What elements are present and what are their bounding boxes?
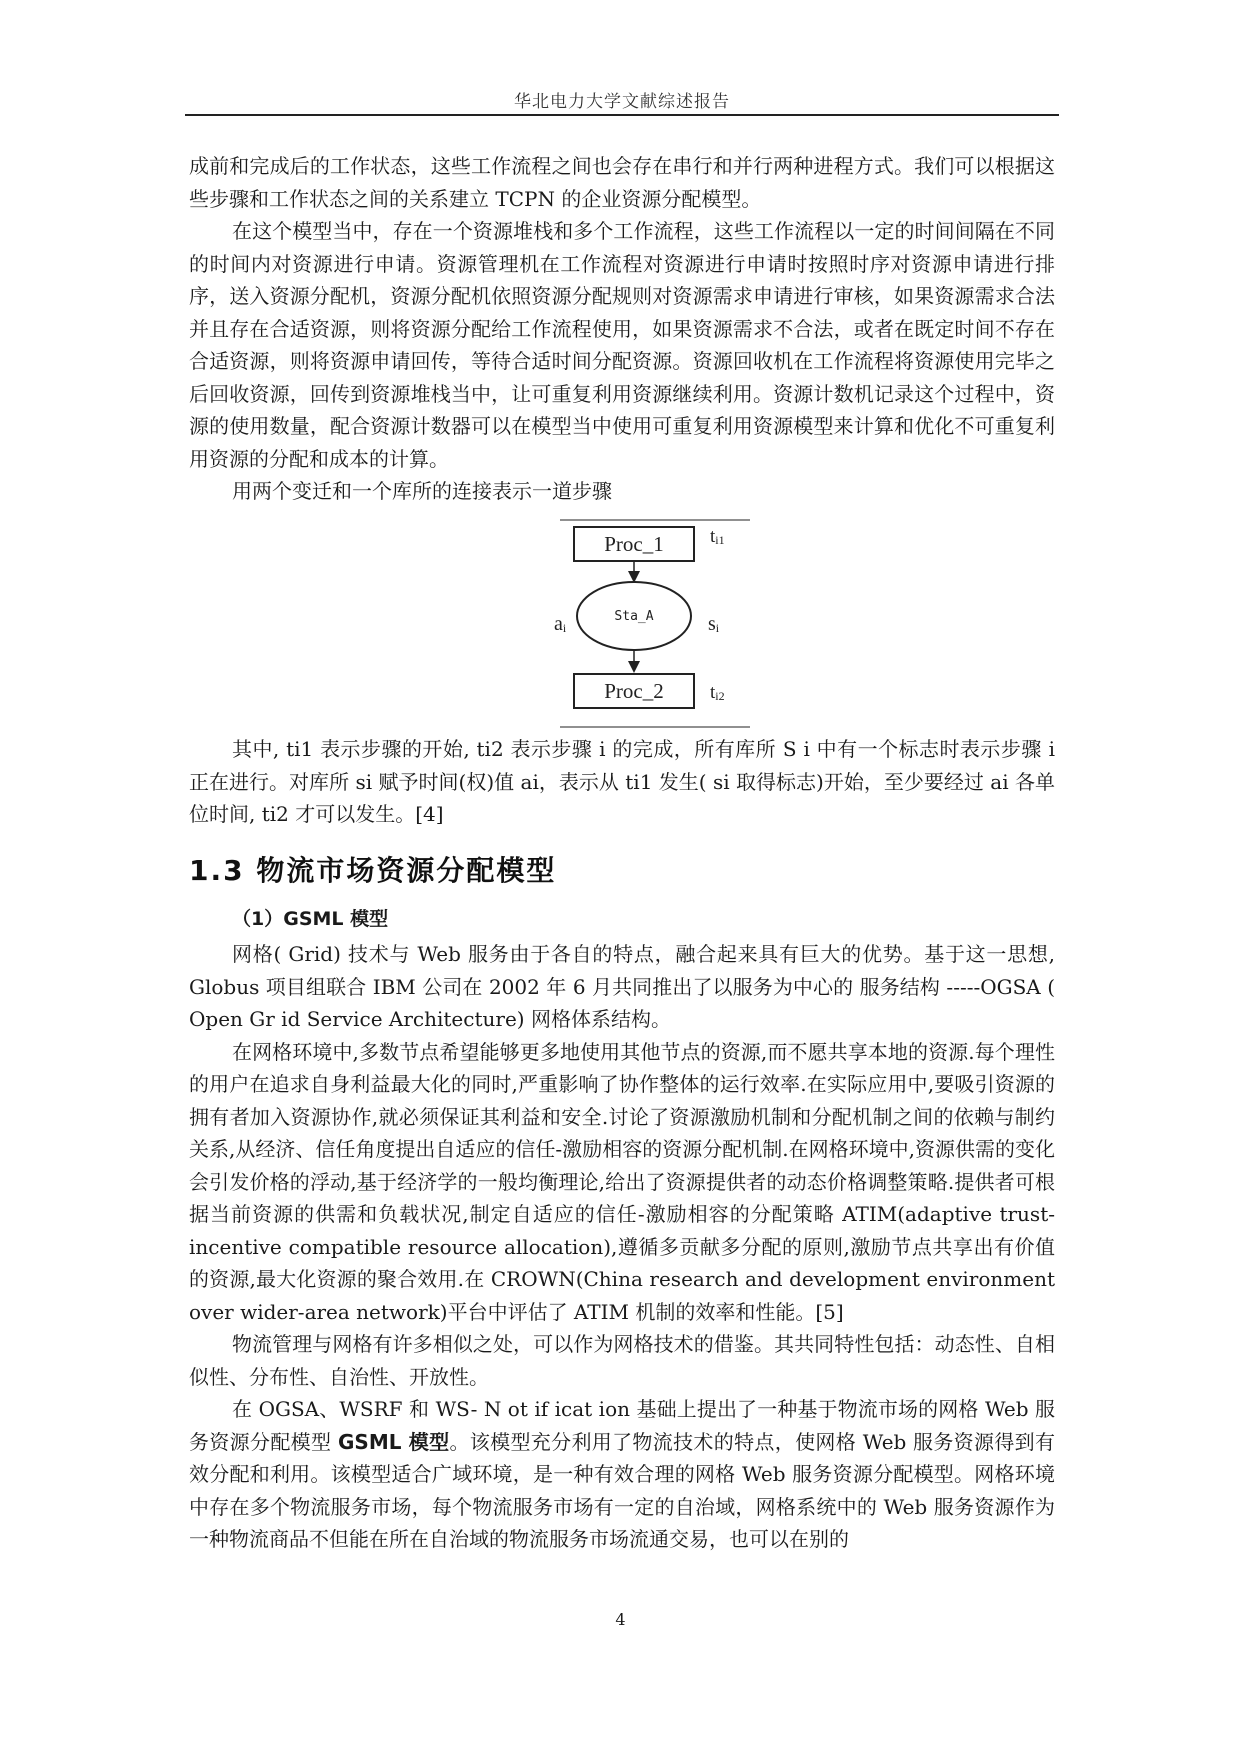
t-i1-label [710, 526, 725, 547]
t-i1-letter: t [710, 526, 716, 547]
state-label: Sta_A [614, 609, 654, 624]
paragraph-notation: 其中, ti1 表示步骤的开始, ti2 表示步骤 i 的完成，所有库所 S i 中有一个标志时表示步骤 i 正在进行。对库所 si 赋予时间(权)值 ai，表示从 ti1 发生( si 取得标志)开始，至少要经过 ai 各单位时间, ti2 才可以发生。[4] [189, 737, 1055, 826]
petri-net-svg [554, 520, 760, 730]
paragraph-ogsa: 网格( Grid) 技术与 Web 服务由于各自的特点，融合起来具有巨大的优势。基于这一思想, Globus 项目组联合 IBM 公司在 2002 年 6 月共同推出了以服务为中心的 服务结构 -----OGSA ( Open Gr id Service Architecture) 网格体系结构。 [189, 942, 1055, 1031]
body-text-diagram-explanation [189, 733, 1055, 831]
gsml-text-part-1: 在 OGSA、WSRF 和 WS- N ot if icat ion 基础上提出了一种基于物流市场的网格 Web 服务资源分配模型 [189, 1397, 1055, 1454]
s-i-label [708, 613, 720, 635]
paragraph-model-description: 在这个模型当中，存在一个资源堆栈和多个工作流程，这些工作流程以一定的时间间隔在不同的时间内对资源进行申请。资源管理机在工作流程对资源进行申请时按照时序对资源申请进行排序，送入资源分配机，资源分配机依照资源分配规则对资源需求申请进行审核，如果资源需求合法并且存在合适资源，则将资源分配给工作流程使用，如果资源需求不合法，或者在既定时间不存在合适资源，则将资源申请回传，等待合适时间分配资源。资源回收机在工作流程将资源使用完毕之后回收资源，回传到资源堆栈当中，让可重复利用资源继续利用。资源计数机记录这个过程中，资源的使用数量，配合资源计数器可以在模型当中使用可重复利用资源模型来计算和优化不可重复利用资源的分配和成本的计算。 [189, 219, 1055, 471]
page-number: 4 [615, 1610, 626, 1629]
a-i-label [554, 613, 567, 635]
t-i2-label [710, 682, 725, 703]
body-text-top [189, 150, 1055, 508]
gsml-model-bold: GSML 模型 [338, 1429, 450, 1454]
a-i-letter: a [554, 613, 563, 635]
subsection-heading: （1）GSML 模型 [232, 908, 389, 930]
body-text-gsml [189, 938, 1055, 1556]
header-rule [185, 114, 1059, 116]
gsml-text-part-2: 。该模型充分利用了物流技术的特点，使网格 Web 服务资源得到有效分配和利用。该模型适合广域环境，是一种有效合理的网格 Web 服务资源分配模型。网格环境中存在多个物流服务市场，每个物流服务市场有一定的自治域，网格系统中的 Web 服务资源作为一种物流商品不但能在所在自治域的物流服务市场流通交易，也可以在别的 [189, 1429, 1056, 1551]
running-header: 华北电力大学文献综述报告 [514, 92, 730, 112]
proc2-label: Proc_2 [604, 679, 664, 703]
section-heading: 1.3 物流市场资源分配模型 [189, 854, 557, 887]
petri-net-diagram [554, 520, 760, 730]
paragraph-diagram-intro: 用两个变迁和一个库所的连接表示一道步骤 [232, 479, 612, 503]
t-i1-subscript: i1 [715, 533, 725, 547]
proc1-label: Proc_1 [604, 532, 664, 556]
t-i2-letter: t [710, 682, 716, 703]
paragraph-continuation: 成前和完成后的工作状态，这些工作流程之间也会存在串行和并行两种进程方式。我们可以根据这些步骤和工作状态之间的关系建立 TCPN 的企业资源分配模型。 [189, 154, 1055, 211]
s-i-letter: s [708, 613, 716, 635]
s-i-subscript: i [715, 621, 720, 635]
paragraph-logistics-similarity: 物流管理与网格有许多相似之处，可以作为网格技术的借鉴。其共同特性包括：动态性、自相似性、分布性、自治性、开放性。 [189, 1332, 1055, 1389]
a-i-subscript: i [562, 621, 567, 635]
paragraph-gsml-model [189, 1393, 1055, 1556]
t-i2-subscript: i2 [715, 689, 725, 703]
paragraph-grid-incentive: 在网格环境中,多数节点希望能够更多地使用其他节点的资源,而不愿共享本地的资源.每个理性的用户在追求自身利益最大化的同时,严重影响了协作整体的运行效率.在实际应用中,要吸引资源的拥有者加入资源协作,就必须保证其利益和安全.讨论了资源激励机制和分配机制之间的依赖与制约关系,从经济、信任角度提出自适应的信任-激励相容的资源分配机制.在网格环境中,资源供需的变化会引发价格的浮动,基于经济学的一般均衡理论,给出了资源提供者的动态价格调整策略.提供者可根据当前资源的供需和负载状况,制定自适应的信任-激励相容的分配策略 ATIM(adaptive trust-incentive compatible resource allocation),遵循多贡献多分配的原则,激励节点共享出有价值的资源,最大化资源的聚合效用.在 CROWN(China research and development environment over wider-area network)平台中评估了 ATIM 机制的效率和性能。[5] [189, 1039, 1055, 1324]
